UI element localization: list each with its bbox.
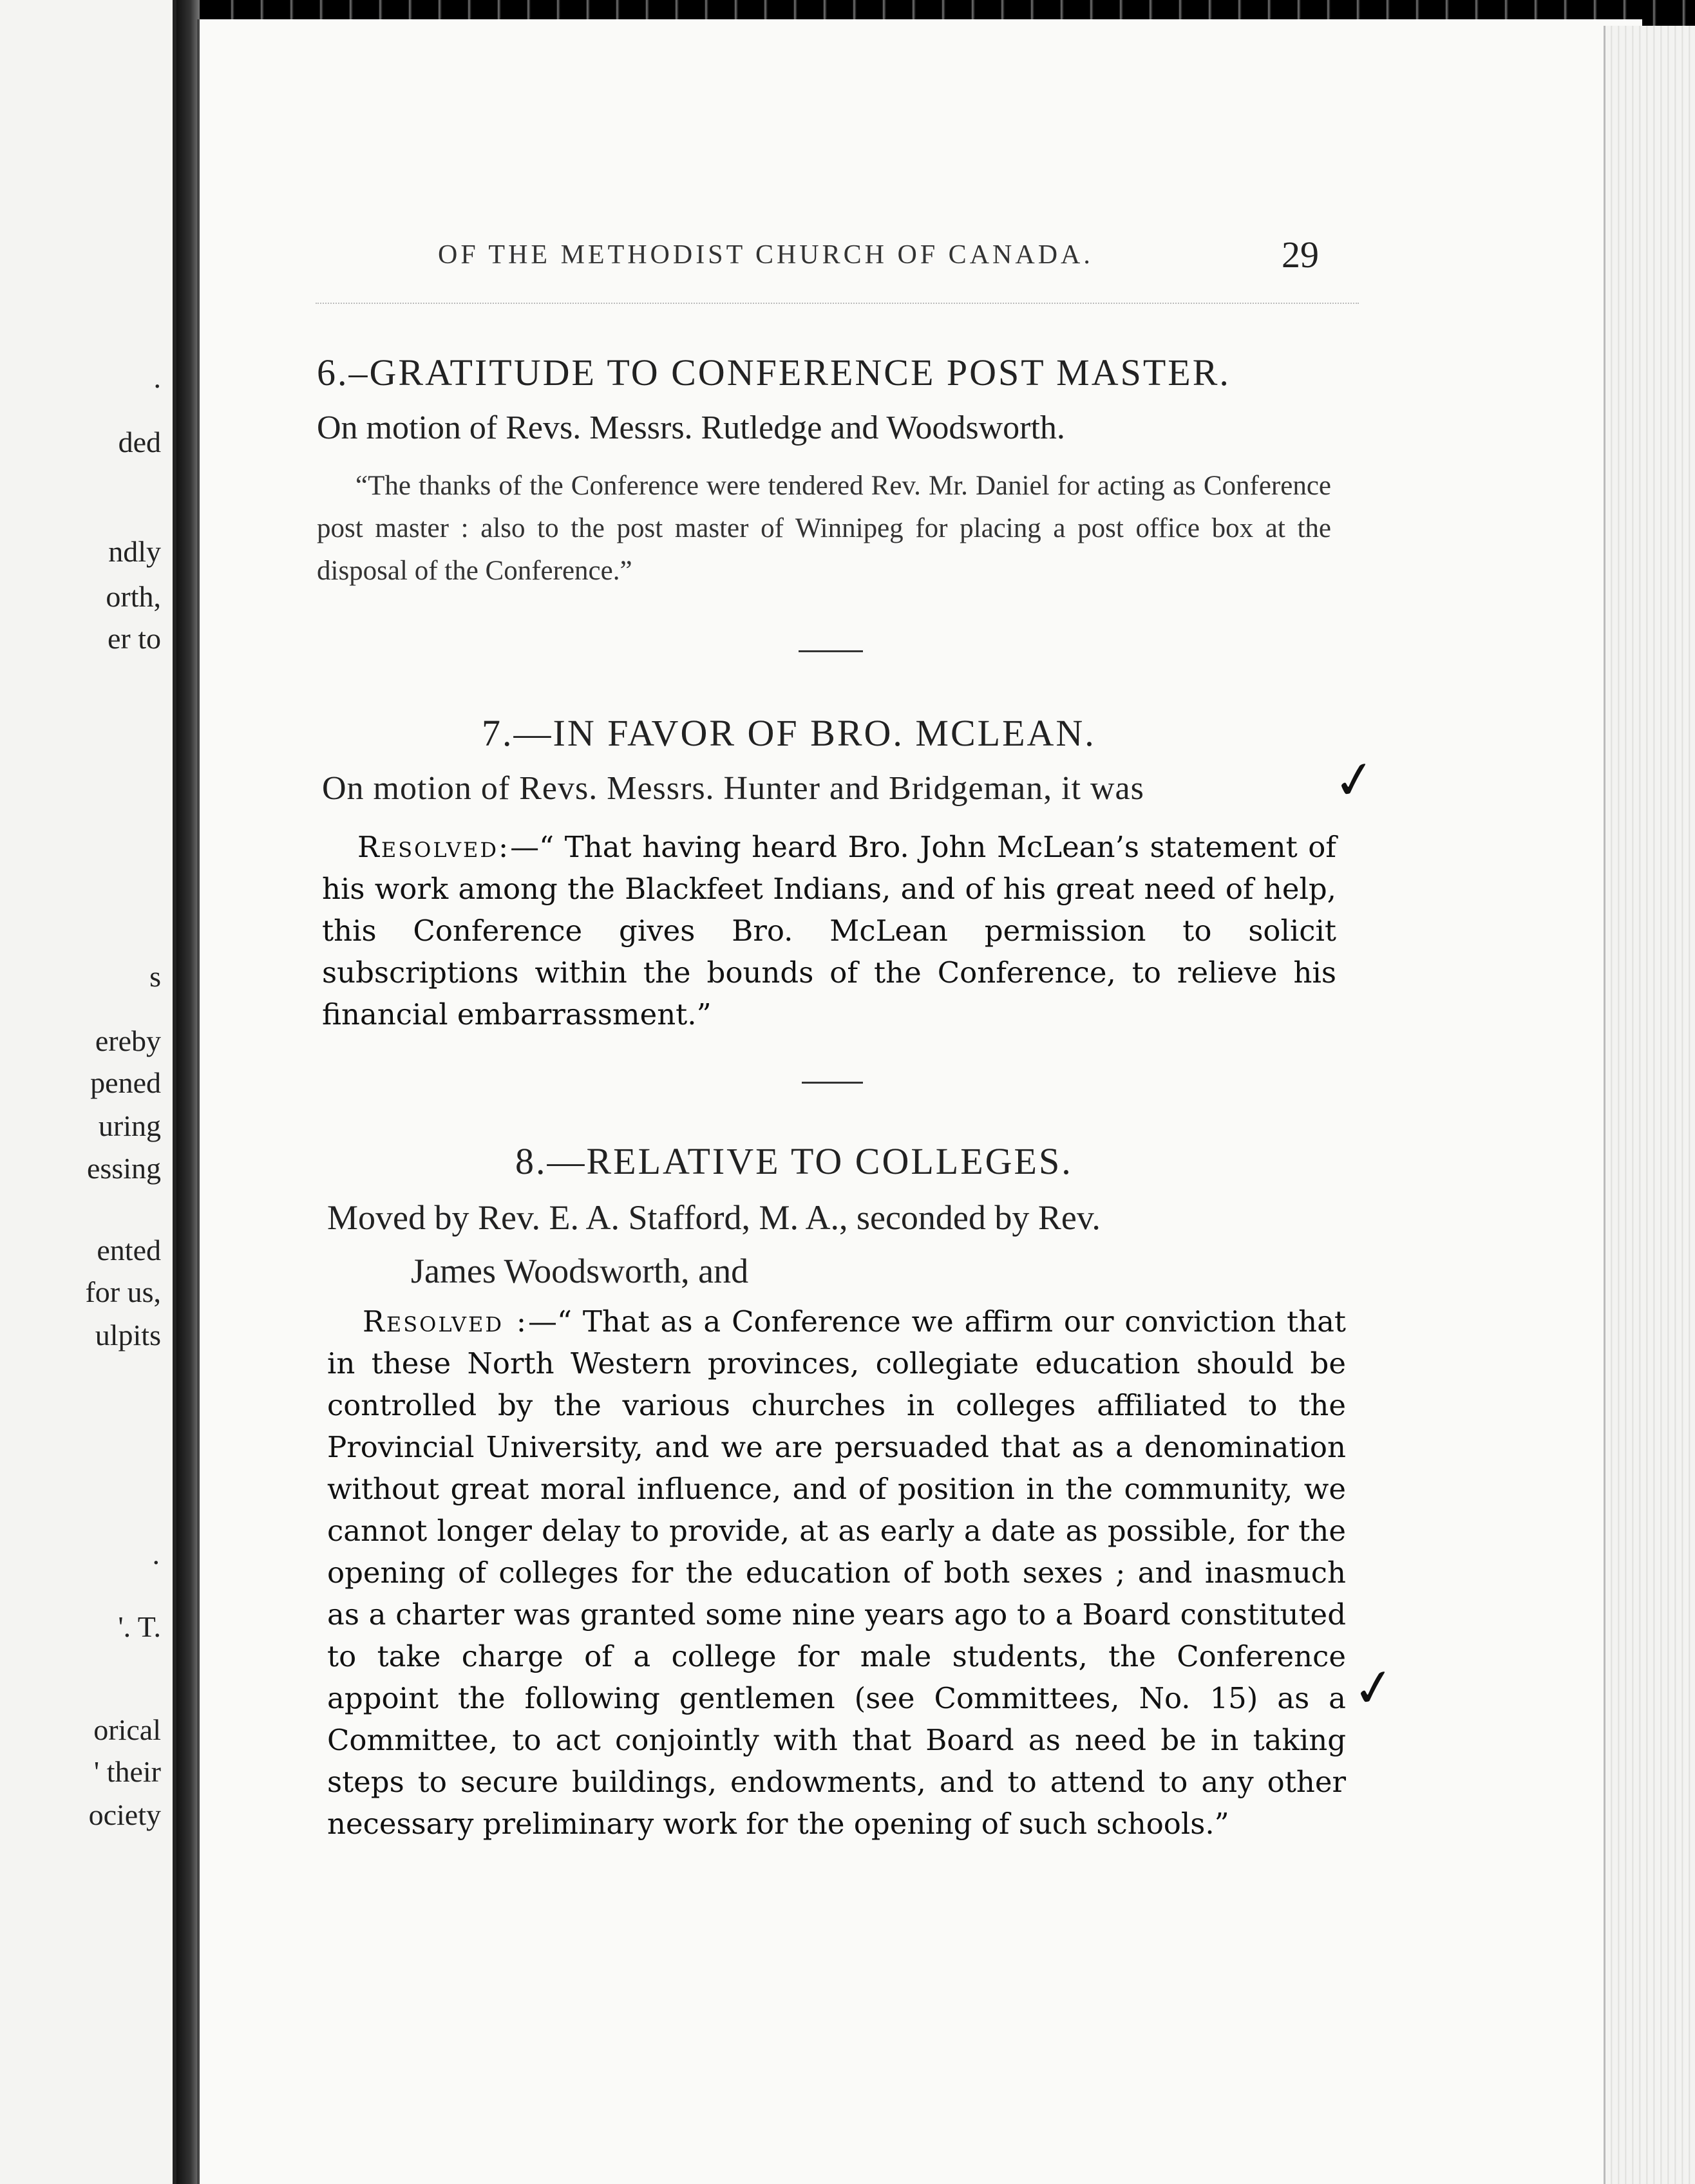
previous-page-fragment: s (149, 960, 161, 993)
section-8-resolution (327, 1301, 1346, 1845)
previous-page-fragment: uring (98, 1109, 161, 1142)
previous-page-fragment: '. T. (118, 1610, 161, 1643)
section-8-title: 8.—RELATIVE TO COLLEGES. (515, 1140, 1073, 1182)
previous-page-fragment: essing (87, 1152, 161, 1185)
section-divider (799, 650, 863, 652)
previous-page-fragment: er to (107, 622, 161, 655)
previous-page-fragment: ereby (95, 1024, 161, 1057)
header-rule (316, 303, 1359, 304)
section-6-title: 6.–GRATITUDE TO CONFERENCE POST MASTER. (317, 352, 1231, 393)
previous-page-fragment: orical (93, 1713, 161, 1746)
document-page (197, 19, 1642, 2184)
previous-page-fragment: ' their (93, 1755, 161, 1788)
previous-page-fragment: . (153, 361, 161, 394)
check-mark-icon: ✓ (1329, 747, 1381, 813)
previous-page-fragment: ented (97, 1234, 161, 1266)
page-edge (1604, 26, 1695, 2184)
previous-page-fragment: ndly (108, 535, 161, 568)
resolved-label: Resolved: (357, 830, 511, 864)
previous-page-fragment: ociety (88, 1798, 161, 1831)
section-7-resolution (322, 826, 1336, 1035)
section-6-quote: “The thanks of the Conference were tendered Rev. Mr. Daniel for acting as Conference post master : also to the post master of Winnipeg for placing a post office box at the disposal of the Conference.” (317, 471, 1331, 586)
previous-page-fragment: pened (90, 1066, 161, 1099)
section-7-motion: On motion of Revs. Messrs. Hunter and Bridgeman, it was (322, 770, 1144, 807)
previous-page-fragment: for us, (85, 1276, 161, 1308)
previous-page-fragment: orth, (106, 580, 161, 613)
previous-page-fragment: · (151, 1546, 161, 1579)
previous-page-fragment: ded (118, 426, 161, 458)
previous-page-strip (0, 0, 176, 2184)
section-8-motion-line-2: James Woodsworth, and (411, 1252, 749, 1290)
resolved-label: Resolved : (363, 1304, 528, 1339)
section-7-resolution-text: —“ That having heard Bro. John McLean’s statement of his work among the Blackfeet Indians, and of his great need of help, this Conference gives Bro. McLean permission to solicit subscriptions within the bounds of the Conference, to relieve his financial embarrassment.” (322, 830, 1336, 1031)
section-6-motion: On motion of Revs. Messrs. Rutledge and Woodsworth. (317, 410, 1065, 446)
running-head: OF THE METHODIST CHURCH OF CANADA. (438, 240, 1094, 270)
page-number: 29 (1282, 234, 1319, 276)
book-gutter (176, 0, 200, 2184)
section-8-resolution-text: —“ That as a Conference we affirm our conviction that in these North Western provinces, collegiate education should be controlled by the various churches in colleges affiliated to the Provincial University, and we are persuaded that as a denomination without great moral influence, and of position in the community, we cannot longer delay to provide, at as early a date as possible, for the opening of colleges for the education of both sexes ; and inasmuch as a charter was granted some nine years ago to a Board constituted to take charge of a college for male students, the Conference appoint the following gentlemen (see Committees, No. 15) as a Committee, to act conjointly with that Board as need be in taking steps to secure buildings, endowments, and to attend to any other necessary preliminary work for the opening of such schools.” (327, 1304, 1346, 1841)
section-7-title: 7.—IN FAVOR OF BRO. MCLEAN. (482, 712, 1096, 754)
previous-page-fragment: ulpits (95, 1319, 161, 1351)
check-mark-icon: ✓ (1348, 1655, 1400, 1721)
section-divider (802, 1082, 863, 1084)
section-8-motion-line-1: Moved by Rev. E. A. Stafford, M. A., seconded by Rev. (327, 1198, 1101, 1237)
